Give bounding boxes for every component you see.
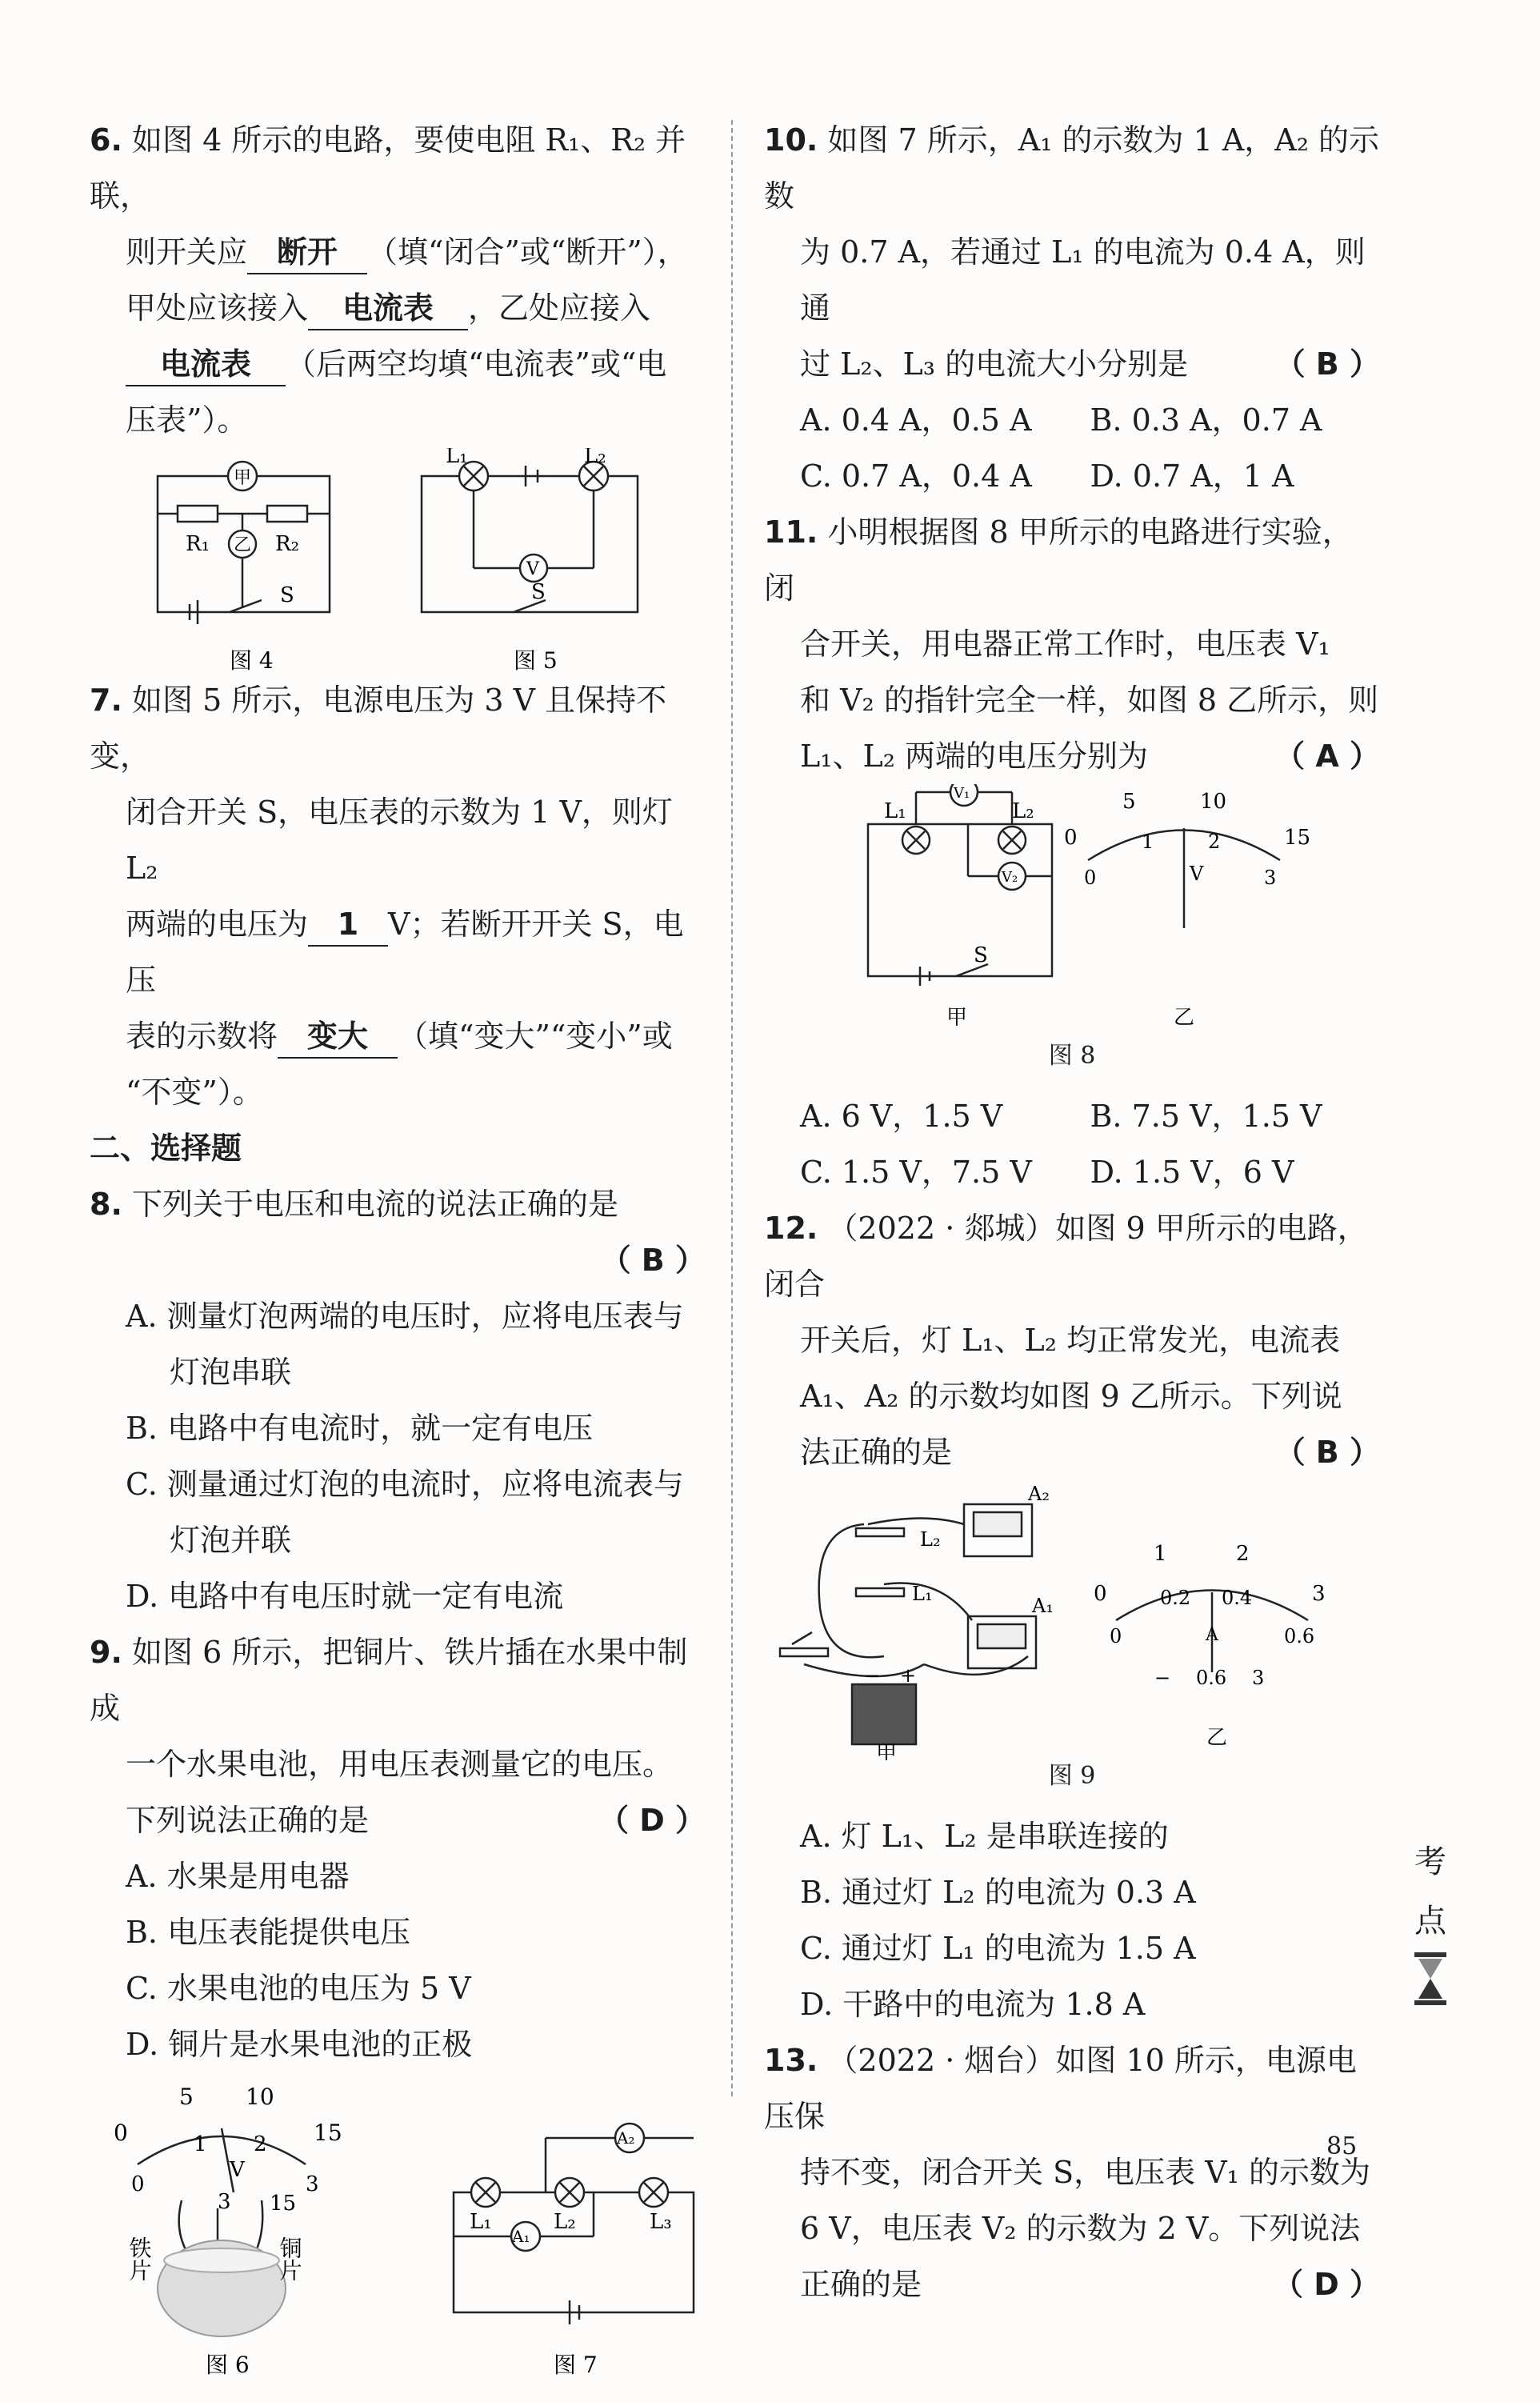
q8-answer: （ B ）	[600, 1243, 706, 1278]
svg-text:A₂: A₂	[1028, 1483, 1050, 1505]
svg-text:0: 0	[131, 2172, 145, 2196]
svg-text:0: 0	[1094, 1582, 1107, 1606]
question-13: 13. （2022 · 烟台）如图 10 所示，电源电压保 持不变，闭合开关 S，电压表 V₁ 的示数为 6 V，电压表 V₂ 的示数为 2 V。下列说法 正确的是 （ D ）	[764, 2032, 1380, 2312]
svg-text:1: 1	[194, 2132, 207, 2156]
svg-text:乙: 乙	[1174, 1006, 1195, 1030]
question-9: 9. 如图 6 所示，把铜片、铁片插在水果中制成 一个水果电池，用电压表测量它的电压。 下列说法正确的是 （ D ） A. 水果是用电器 B. 电压表能提供电压 C. 水果电池的电压为 5 V D. 铜片是水果电池的正极	[90, 1635, 706, 2062]
svg-text:10: 10	[1200, 790, 1227, 814]
figure-6-caption: 图 6	[206, 2352, 250, 2378]
svg-text:乙: 乙	[234, 535, 252, 555]
figure-9-apparatus	[780, 1504, 1036, 1744]
svg-text:L₁: L₁	[446, 448, 468, 468]
question-11-options: A. 6 V，1.5 V B. 7.5 V，1.5 V C. 1.5 V，7.5 V D. 1.5 V，6 V	[800, 1099, 1322, 1190]
q7-answer-blank-2: 变大	[278, 1015, 398, 1059]
question-12-options: A. 灯 L₁、L₂ 是串联连接的 B. 通过灯 L₂ 的电流为 0.3 A C. 通过灯 L₁ 的电流为 1.5 A D. 干路中的电流为 1.8 A	[800, 1819, 1196, 2022]
svg-text:L₂: L₂	[1012, 799, 1034, 823]
svg-text:V₁: V₁	[954, 785, 970, 802]
svg-text:S: S	[974, 943, 988, 967]
svg-text:A: A	[1206, 1625, 1218, 1645]
question-8: 8. 下列关于电压和电流的说法正确的是 （ B ） A. 测量灯泡两端的电压时，应将电压表与 灯泡串联 B. 电路中有电流时，就一定有电压 C. 测量通过灯泡的电流时，应将电流表与 灯泡并联 D. 电路中有电压时就一定有电流	[90, 1187, 706, 1614]
figure-8	[764, 784, 1380, 1040]
left-column	[90, 112, 706, 2384]
question-11: 11. 小明根据图 8 甲所示的电路进行实验，闭 合开关，用电器正常工作时，电压表 V₁ 和 V₂ 的指针完全一样，如图 8 乙所示，则 L₁、L₂ 两端的电压分别为 （ A ）	[764, 504, 1380, 784]
q10-answer: （ B ）	[1274, 346, 1380, 382]
svg-text:+: +	[900, 1664, 917, 1687]
q6-answer-blank-3: 电流表	[126, 343, 286, 386]
svg-text:0.4: 0.4	[1222, 1587, 1253, 1609]
q13-answer: （ D ）	[1272, 2267, 1380, 2302]
svg-text:V₂: V₂	[1002, 869, 1018, 886]
svg-text:V: V	[526, 559, 539, 579]
svg-text:V: V	[230, 2158, 245, 2182]
svg-text:1: 1	[1154, 1542, 1167, 1566]
svg-text:0: 0	[1064, 826, 1078, 850]
column-divider	[731, 120, 733, 2096]
question-7: 7. 如图 5 所示，电源电压为 3 V 且保持不变， 闭合开关 S，电压表的示数为 1 V，则灯 L₂ 两端的电压为 1 V；若断开开关 S，电压 表的示数将 变大 （填“变大”“变小”或 “不变”）。	[90, 683, 684, 1110]
figure-9-caption: 图 9	[1048, 1762, 1096, 1790]
figure-8-voltmeter-dial	[1088, 828, 1280, 928]
q6-answer-blank-1: 断开	[247, 231, 367, 274]
svg-text:V: V	[1190, 863, 1204, 885]
svg-text:甲: 甲	[876, 1742, 898, 1760]
svg-text:0: 0	[1084, 867, 1097, 889]
question-12: 12. （2022 · 郯城）如图 9 甲所示的电路，闭合 开关后，灯 L₁、L₂ 均正常发光，电流表 A₁、A₂ 的示数均如图 9 乙所示。下列说 法正确的是 （ B ）	[764, 1200, 1380, 1480]
svg-text:5: 5	[1122, 790, 1136, 814]
figure-4-caption: 图 4	[230, 647, 274, 672]
svg-text:2: 2	[1208, 831, 1221, 853]
svg-text:铜片: 铜片	[276, 2236, 303, 2281]
figure-5-circuit	[422, 462, 638, 612]
figure-6-7-drawings	[90, 2072, 706, 2384]
q7-answer-blank-1: 1	[308, 903, 388, 947]
svg-text:−: −	[864, 1664, 881, 1687]
svg-text:10: 10	[246, 2084, 274, 2110]
svg-text:乙: 乙	[1206, 1726, 1228, 1750]
svg-text:3: 3	[1264, 867, 1277, 889]
svg-text:L₂: L₂	[554, 2210, 576, 2234]
svg-text:2: 2	[254, 2132, 267, 2156]
svg-text:3: 3	[1312, 1582, 1326, 1606]
svg-text:0: 0	[1110, 1625, 1122, 1647]
svg-text:L₃: L₃	[650, 2210, 672, 2234]
side-label: 考 点	[1406, 1832, 1454, 2026]
figure-5-caption: 图 5	[514, 647, 558, 672]
figures-4-5	[90, 448, 706, 672]
svg-text:R₁: R₁	[186, 532, 210, 556]
svg-text:L₂: L₂	[584, 448, 606, 468]
svg-text:S: S	[531, 580, 546, 604]
svg-text:0.2: 0.2	[1160, 1587, 1191, 1609]
figure-8-drawing	[764, 784, 1380, 1040]
svg-text:15: 15	[270, 2192, 297, 2216]
svg-text:5: 5	[179, 2084, 194, 2110]
svg-text:2: 2	[1236, 1542, 1250, 1566]
svg-text:1: 1	[1142, 831, 1154, 853]
figure-7-caption: 图 7	[554, 2352, 598, 2378]
section-heading-choice: 二、选择题	[90, 1131, 242, 1166]
page-number: 85	[1326, 2132, 1358, 2160]
q9-answer: （ D ）	[598, 1803, 706, 1838]
svg-text:15: 15	[314, 2120, 342, 2146]
svg-text:L₂: L₂	[920, 1528, 941, 1551]
svg-text:A₁: A₁	[1032, 1595, 1054, 1617]
svg-text:0.6: 0.6	[1196, 1667, 1227, 1689]
right-column	[764, 112, 1380, 2312]
figure-8-caption: 图 8	[1048, 1042, 1096, 1070]
figure-9	[764, 1480, 1380, 1760]
svg-text:0.6: 0.6	[1284, 1625, 1315, 1647]
svg-text:3: 3	[306, 2172, 319, 2196]
svg-text:铁片: 铁片	[126, 2236, 153, 2281]
svg-text:3: 3	[1252, 1667, 1265, 1689]
q11-answer: （ A ）	[1274, 739, 1380, 774]
svg-text:3: 3	[218, 2190, 231, 2214]
figures-6-7	[90, 2072, 706, 2384]
svg-text:S: S	[280, 583, 294, 607]
q6-answer-blank-2: 电流表	[308, 287, 468, 330]
svg-text:L₁: L₁	[884, 799, 906, 823]
q12-answer: （ B ）	[1274, 1435, 1380, 1470]
svg-text:L₁: L₁	[912, 1583, 933, 1605]
svg-text:15: 15	[1284, 826, 1311, 850]
question-10: 10. 如图 7 所示，A₁ 的示数为 1 A，A₂ 的示数 为 0.7 A，若通过 L₁ 的电流为 0.4 A，则通 过 L₂、L₃ 的电流大小分别是 （ B ） A. 0.4 A，0.5 A B. 0.3 A，0.7 A C. 0.7 A，0.4 A D. 0.7 A，1 A	[764, 122, 1380, 494]
svg-text:A₁: A₁	[512, 2227, 530, 2246]
hourglass-icon	[1410, 1951, 1450, 2007]
svg-text:R₂: R₂	[275, 532, 299, 556]
svg-text:−: −	[1154, 1667, 1171, 1689]
figure-9-drawing	[764, 1480, 1380, 1760]
svg-text:L₁: L₁	[470, 2210, 492, 2234]
svg-text:A₂: A₂	[617, 2128, 635, 2148]
figure-4-5-circuits	[90, 448, 706, 672]
question-6: 6. 如图 4 所示的电路，要使电阻 R₁、R₂ 并联， 则开关应 断开 （填“闭合”或“断开”）， 甲处应该接入 电流表 ，乙处应接入 电流表 （后两空均填“电流表”或“电 压表”）。	[90, 122, 688, 438]
svg-text:甲: 甲	[234, 468, 252, 488]
svg-text:甲: 甲	[946, 1006, 968, 1030]
svg-text:0: 0	[114, 2120, 128, 2146]
